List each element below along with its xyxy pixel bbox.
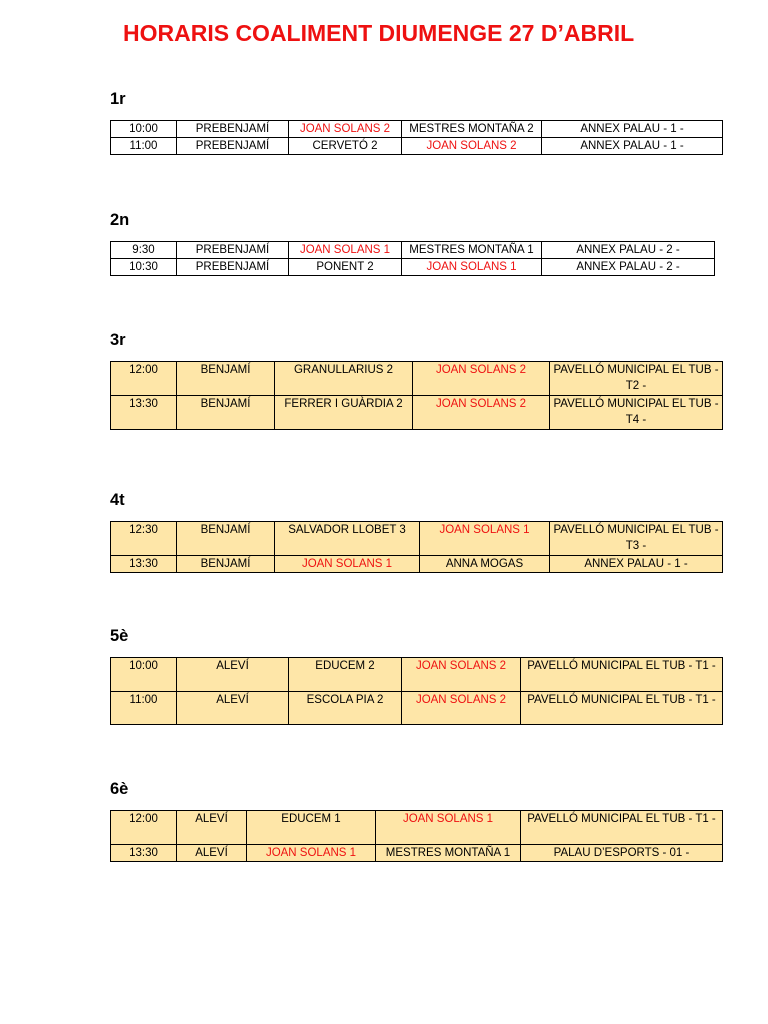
away-team-cell: JOAN SOLANS 2 (413, 396, 550, 430)
away-team-cell: JOAN SOLANS 2 (402, 692, 521, 725)
table-row (111, 811, 723, 845)
schedule-table (110, 241, 715, 276)
time-cell: 12:00 (111, 362, 177, 396)
table-row (111, 396, 723, 430)
table-row (111, 522, 723, 556)
section-heading: 3r (110, 331, 126, 349)
away-team-cell: JOAN SOLANS 1 (420, 522, 550, 556)
venue-cell: PAVELLÓ MUNICIPAL EL TUB - T1 - (521, 692, 723, 725)
table-row (111, 362, 723, 396)
schedule-table (110, 810, 723, 862)
table-row (111, 121, 723, 138)
home-team-cell: EDUCEM 1 (247, 811, 376, 845)
page-title: HORARIS COALIMENT DIUMENGE 27 D’ABRIL (123, 20, 635, 46)
venue-cell: PAVELLÓ MUNICIPAL EL TUB - T2 - (550, 362, 723, 396)
section-heading: 5è (110, 627, 129, 645)
venue-cell: ANNEX PALAU - 2 - (542, 242, 715, 259)
time-cell: 10:30 (111, 259, 177, 276)
category-cell: PREBENJAMÍ (177, 138, 289, 155)
venue-cell: ANNEX PALAU - 2 - (542, 259, 715, 276)
category-cell: ALEVÍ (177, 811, 247, 845)
venue-cell: PAVELLÓ MUNICIPAL EL TUB - T1 - (521, 811, 723, 845)
away-team-cell: MESTRES MONTAÑA 1 (402, 242, 542, 259)
home-team-cell: SALVADOR LLOBET 3 (275, 522, 420, 556)
venue-cell: PAVELLÓ MUNICIPAL EL TUB - T1 - (521, 658, 723, 692)
away-team-cell: JOAN SOLANS 1 (376, 811, 521, 845)
time-cell: 11:00 (111, 692, 177, 725)
away-team-cell: JOAN SOLANS 1 (402, 259, 542, 276)
section-3r (110, 330, 723, 430)
section-2n (110, 210, 715, 276)
home-team-cell: JOAN SOLANS 2 (289, 121, 402, 138)
table-row (111, 242, 715, 259)
section-1r (110, 89, 723, 155)
time-cell: 11:00 (111, 138, 177, 155)
venue-cell: ANNEX PALAU - 1 - (542, 138, 723, 155)
time-cell: 9:30 (111, 242, 177, 259)
schedule-table (110, 120, 723, 155)
category-cell: ALEVÍ (177, 692, 289, 725)
away-team-cell: JOAN SOLANS 2 (402, 658, 521, 692)
category-cell: BENJAMÍ (177, 522, 275, 556)
venue-cell: ANNEX PALAU - 1 - (542, 121, 723, 138)
home-team-cell: ESCOLA PIA 2 (289, 692, 402, 725)
away-team-cell: JOAN SOLANS 2 (402, 138, 542, 155)
section-4t (110, 490, 723, 573)
category-cell: ALEVÍ (177, 658, 289, 692)
away-team-cell: MESTRES MONTAÑA 2 (402, 121, 542, 138)
table-row (111, 658, 723, 692)
home-team-cell: JOAN SOLANS 1 (275, 556, 420, 573)
venue-cell: ANNEX PALAU - 1 - (550, 556, 723, 573)
time-cell: 12:30 (111, 522, 177, 556)
time-cell: 10:00 (111, 121, 177, 138)
table-row (111, 845, 723, 862)
time-cell: 13:30 (111, 845, 177, 862)
category-cell: BENJAMÍ (177, 362, 275, 396)
time-cell: 10:00 (111, 658, 177, 692)
table-row (111, 556, 723, 573)
section-heading: 2n (110, 211, 130, 229)
away-team-cell: JOAN SOLANS 2 (413, 362, 550, 396)
category-cell: BENJAMÍ (177, 396, 275, 430)
category-cell: PREBENJAMÍ (177, 121, 289, 138)
time-cell: 13:30 (111, 556, 177, 573)
table-row (111, 259, 715, 276)
home-team-cell: JOAN SOLANS 1 (247, 845, 376, 862)
table-row (111, 692, 723, 725)
home-team-cell: FERRER I GUÀRDIA 2 (275, 396, 413, 430)
category-cell: PREBENJAMÍ (177, 259, 289, 276)
time-cell: 13:30 (111, 396, 177, 430)
section-heading: 1r (110, 90, 126, 108)
category-cell: PREBENJAMÍ (177, 242, 289, 259)
section-6e (110, 779, 723, 862)
section-heading: 6è (110, 780, 129, 798)
venue-cell: PAVELLÓ MUNICIPAL EL TUB - T3 - (550, 522, 723, 556)
schedule-table (110, 657, 723, 725)
home-team-cell: EDUCEM 2 (289, 658, 402, 692)
home-team-cell: CERVETÓ 2 (289, 138, 402, 155)
time-cell: 12:00 (111, 811, 177, 845)
home-team-cell: PONENT 2 (289, 259, 402, 276)
category-cell: ALEVÍ (177, 845, 247, 862)
category-cell: BENJAMÍ (177, 556, 275, 573)
away-team-cell: MESTRES MONTAÑA 1 (376, 845, 521, 862)
schedule-table (110, 361, 723, 430)
venue-cell: PALAU D’ESPORTS - 01 - (521, 845, 723, 862)
schedule-table (110, 521, 723, 573)
home-team-cell: JOAN SOLANS 1 (289, 242, 402, 259)
venue-cell: PAVELLÓ MUNICIPAL EL TUB - T4 - (550, 396, 723, 430)
table-row (111, 138, 723, 155)
away-team-cell: ANNA MOGAS (420, 556, 550, 573)
section-heading: 4t (110, 491, 125, 509)
section-5e (110, 626, 723, 725)
home-team-cell: GRANULLARIUS 2 (275, 362, 413, 396)
